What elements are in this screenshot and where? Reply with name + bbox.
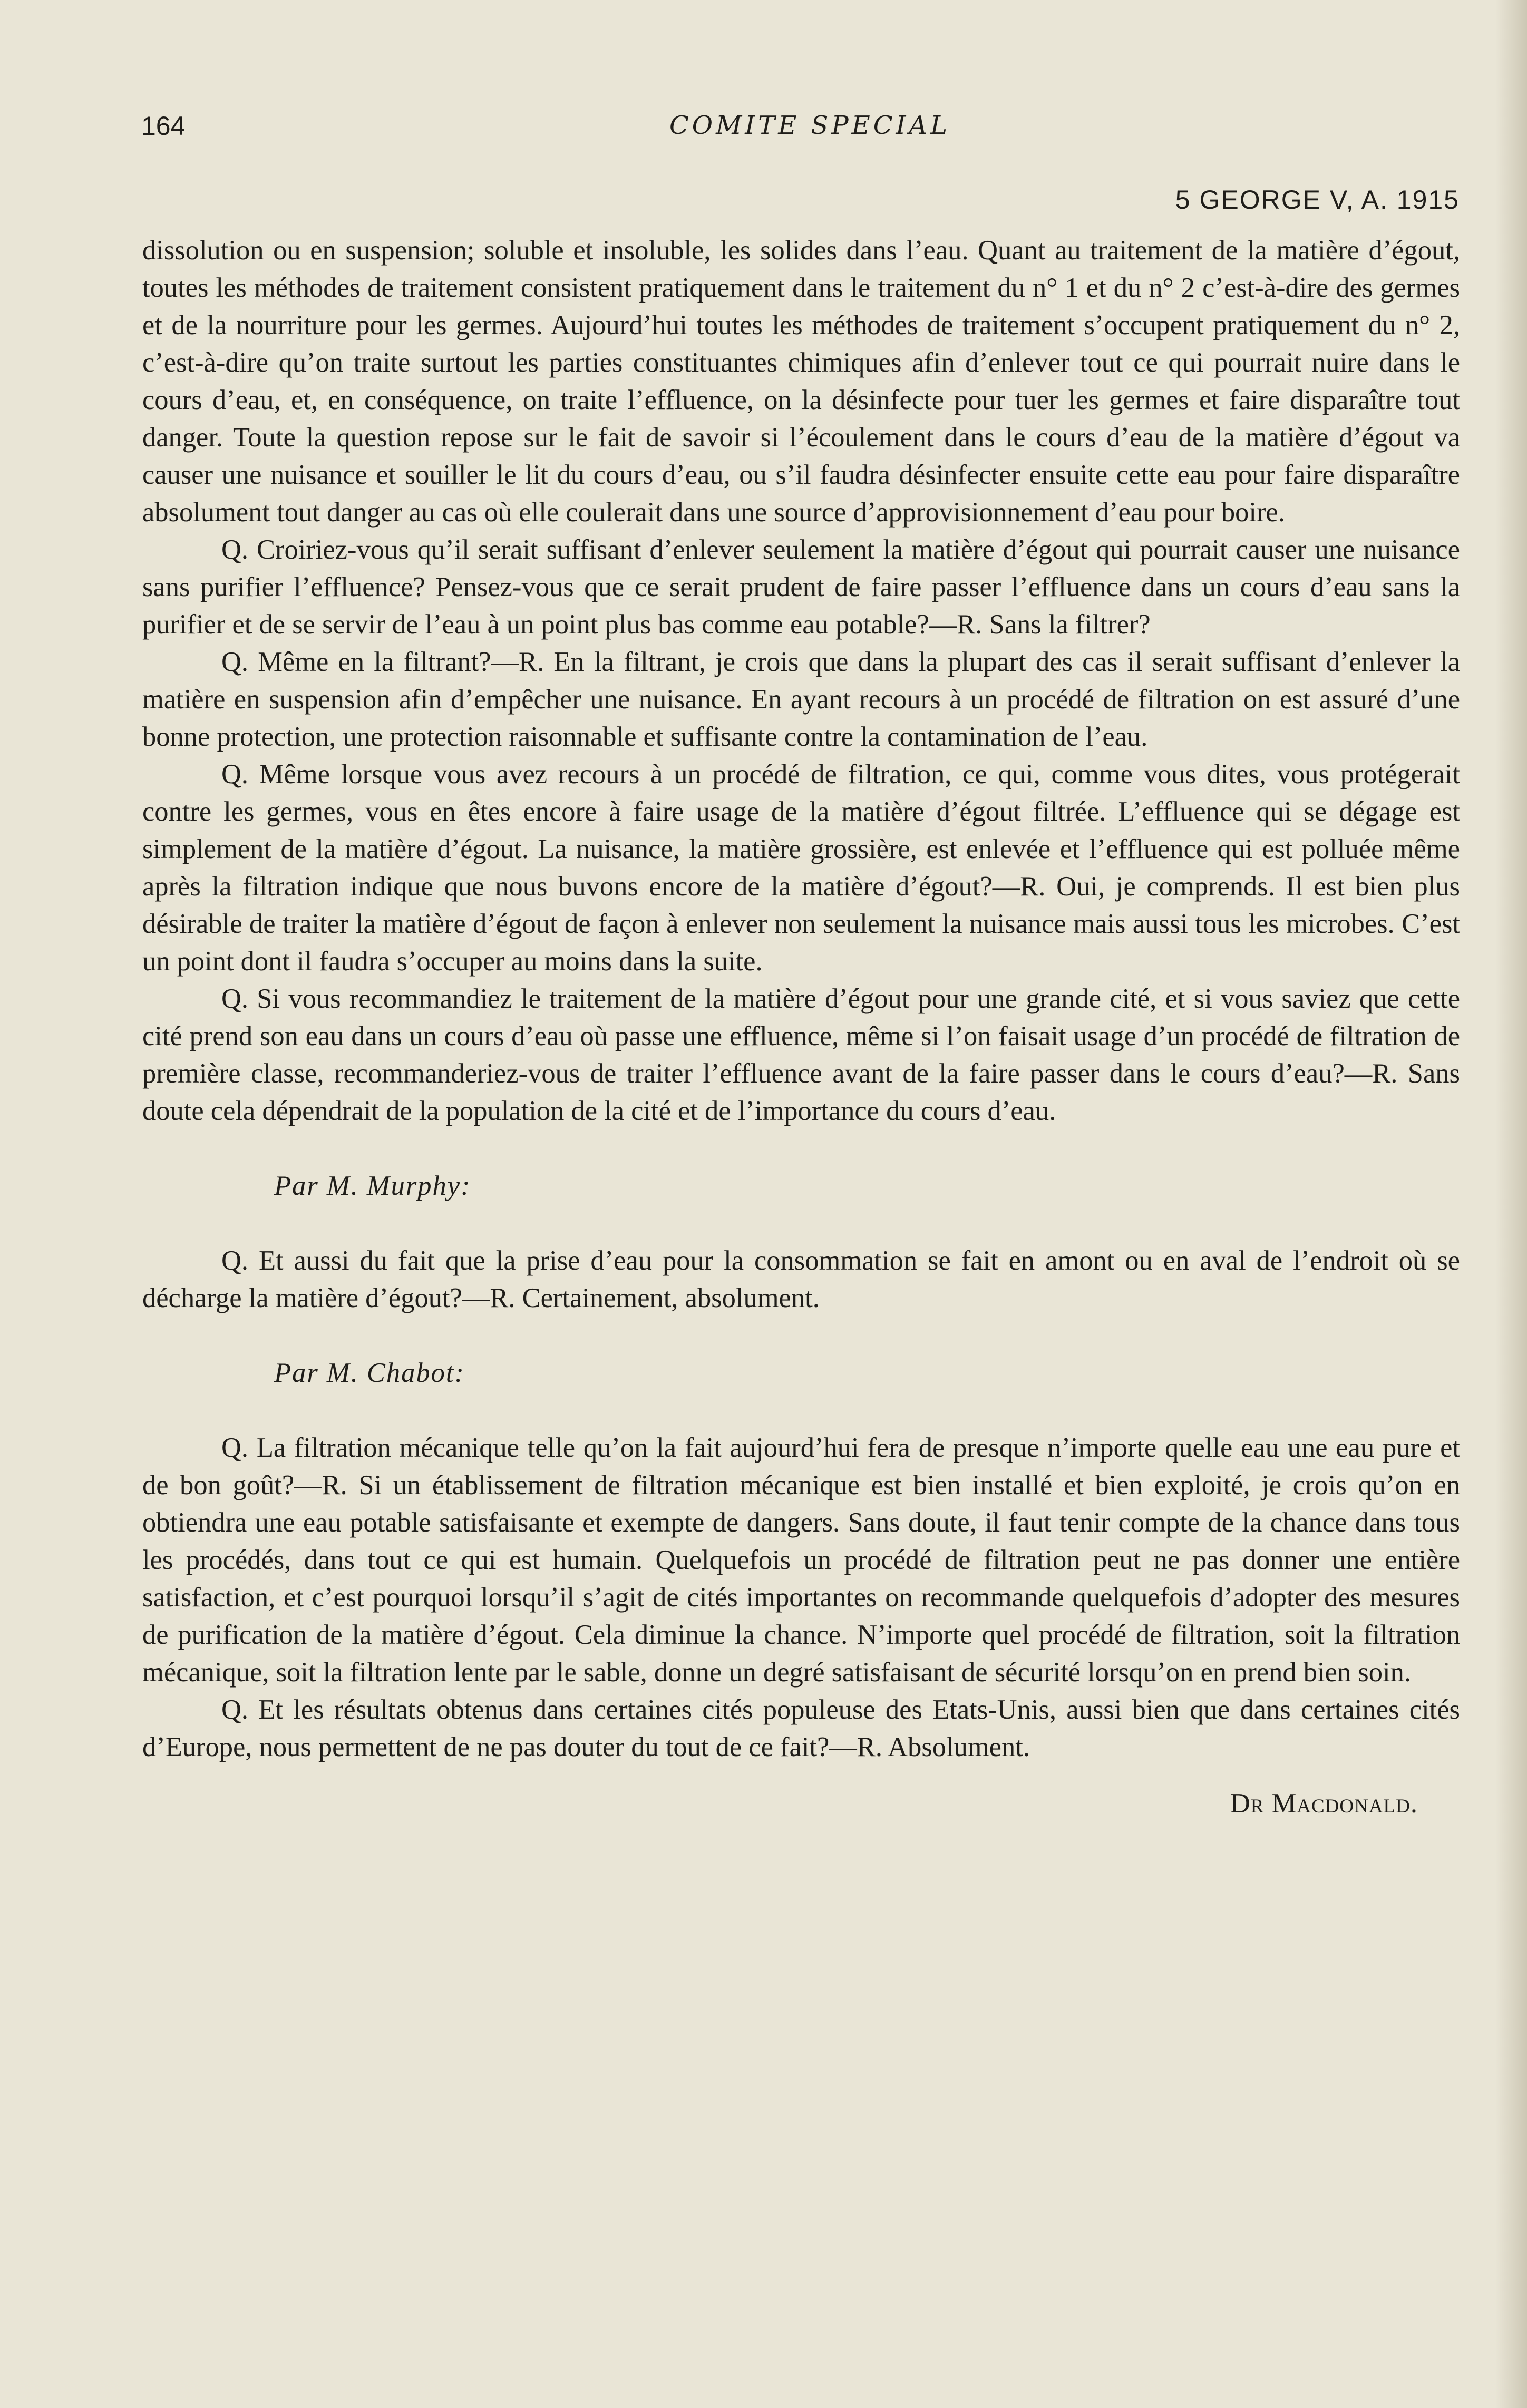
page-edge-shadow (1495, 0, 1527, 2408)
running-title: COMITE SPECIAL (669, 111, 950, 140)
speaker-heading-chabot: Par M. Chabot: (274, 1358, 465, 1388)
paragraph-question: Q. La filtration mécanique telle qu’on la fait aujourd’hui fera de presque n’importe quelle eau une eau pure et de bon goût?—R. Si un établissement de filtration mécanique est bien installé et bien exploité, je crois qu’on en obtiendra une eau potable satisfaisante et exempte de dangers. Sans doute, il faut tenir compte de la chance dans tous les procédés, dans tout ce qui est humain. Quelquefois un procédé de filtration peut ne pas donner une entière satisfaction, et c’est pourquoi lorsqu’il s’agit de cités importantes on recommande quelquefois d’adopter des mesures de purification de la matière d’égout. Cela diminue la chance. N’importe quel procédé de filtration, soit la filtration mécanique, soit la filtration lente par le sable, donne un degré satisfaisant de sécurité lorsqu’on en prend bien soin. (142, 1432, 1460, 1688)
paragraph-question: Q. Même lorsque vous avez recours à un procédé de filtration, ce qui, comme vous dites, vous protégerait contre les germes, vous en êtes encore à faire usage de la matière d’égout filtrée. L’effluence qui se dégage est simplement de la matière d’égout. La nuisance, la matière grossière, est enlevée et l’effluence qui est polluée même après la filtration indique que nous buvons encore de la matière d’égout?—R. Oui, je comprends. Il est bien plus désirable de traiter la matière d’égout de façon à enlever non seulement la nuisance mais aussi tous les microbes. C’est un point dont il faudra s’occuper au moins dans la suite. (142, 759, 1460, 977)
body-text (142, 232, 1460, 1822)
session-label: 5 GEORGE V, A. 1915 (1175, 185, 1460, 215)
page-number: 164 (141, 111, 186, 141)
paragraph-question: Q. Même en la filtrant?—R. En la filtrant, je crois que dans la plupart des cas il serait suffisant d’enlever la matière en suspension afin d’empêcher une nuisance. En ayant recours à un procédé de filtration on est assuré d’une bonne protection, une protection raisonnable et suffisante contre la contamination de l’eau. (142, 647, 1460, 752)
spacer (142, 1130, 1460, 1167)
speaker-heading-murphy: Par M. Murphy: (274, 1171, 471, 1201)
paragraph-question: Q. Et aussi du fait que la prise d’eau pour la consommation se fait en amont ou en aval de l’endroit où se décharge la matière d’égout?—R. Certainement, absolument. (142, 1245, 1460, 1313)
spacer (142, 1392, 1460, 1429)
paragraph-question: Q. Et les résultats obtenus dans certaines cités populeuse des Etats-Unis, aussi bien que dans certaines cités d’Europe, nous permettent de ne pas douter du tout de ce fait?—R. Absolument. (142, 1694, 1460, 1762)
paragraph-question: Q. Croiriez-vous qu’il serait suffisant d’enlever seulement la matière d’égout qui pourrait causer une nuisance sans purifier l’effluence? Pensez-vous que ce serait prudent de faire passer l’effluence dans un cours d’eau sans la purifier et de se servir de l’eau à un point plus bas comme eau potable?—R. Sans la filtrer? (142, 534, 1460, 640)
paragraph-question: Q. Si vous recommandiez le traitement de la matière d’égout pour une grande cité, et si vous saviez que cette cité prend son eau dans un cours d’eau où passe une effluence, même si l’on faisait usage d’un procédé de filtration de première classe, recommanderiez-vous de traiter l’effluence avant de la faire passer dans le cours d’eau?—R. Sans doute cela dépendrait de la population de la cité et de l’importance du cours d’eau. (142, 983, 1460, 1126)
witness-signature: Dr Macdonald. (1230, 1788, 1418, 1819)
paragraph-continuation: dissolution ou en suspension; soluble et insoluble, les solides dans l’eau. Quant au traitement de la matière d’égout, toutes les méthodes de traitement consistent pratiquement dans le traitement du n° 1 et du n° 2 c’est-à-dire des germes et de la nourriture pour les germes. Aujourd’hui toutes les méthodes de traitement s’occupent pratiquement du n° 2, c’est-à-dire qu’on traite surtout les parties constituantes chimiques afin d’enlever tout ce qui pourrait nuire dans le cours d’eau, et, en conséquence, on traite l’effluence, on la désinfecte pour tuer les germes et faire disparaître tout danger. Toute la question repose sur le fait de savoir si l’écoulement dans le cours d’eau de la matière d’égout va causer une nuisance et souiller le lit du cours d’eau, ou s’il faudra désinfecter ensuite cette eau pour faire disparaître absolument tout danger au cas où elle coulerait dans une source d’approvisionnement d’eau pour boire. (142, 235, 1460, 528)
spacer (142, 1317, 1460, 1354)
spacer (142, 1205, 1460, 1242)
